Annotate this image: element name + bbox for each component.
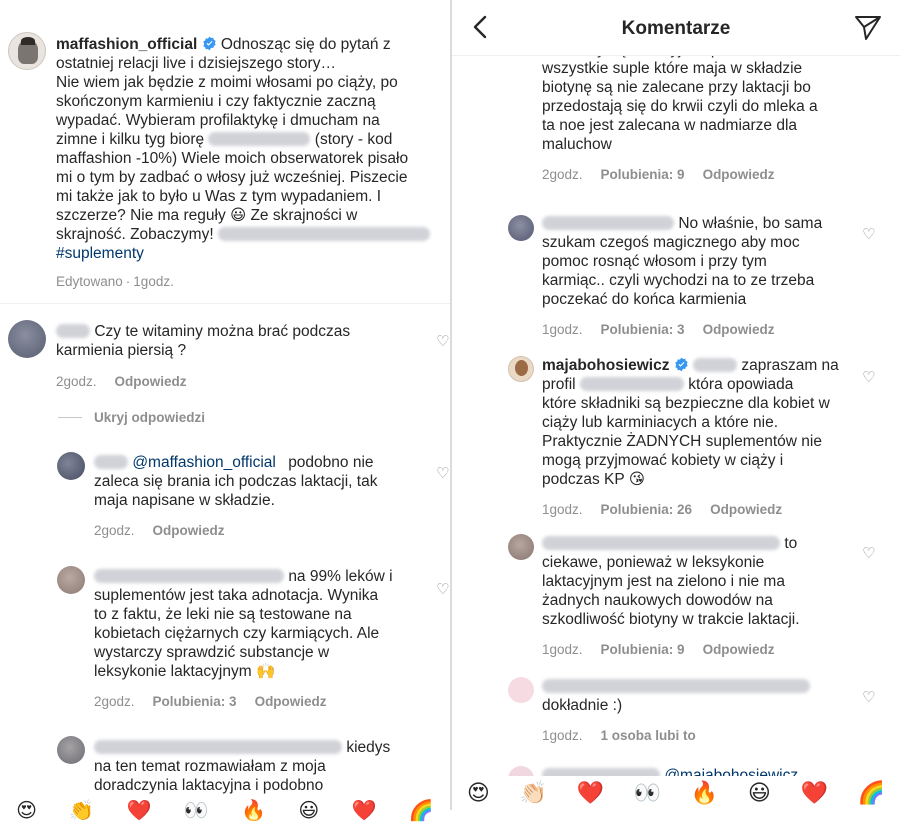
comment-text: to — [784, 535, 798, 552]
post-line: mi o tym by zadbać o włosy już wcześniej. Piszecie — [56, 169, 408, 186]
blurred-mention — [208, 132, 310, 146]
likes-count[interactable]: 1 osoba lubi to — [600, 728, 696, 743]
avatar[interactable] — [8, 32, 46, 70]
post-line: Nie wiem jak będzie z moimi włosami po ciąży, po — [56, 74, 398, 91]
emoji-heart-eyes[interactable]: 😍 — [466, 780, 490, 805]
verified-badge-icon — [202, 36, 217, 51]
comment-text: Czy te witaminy można brać podczas — [94, 323, 351, 340]
emoji-clap[interactable]: 👏🏻 — [519, 780, 547, 805]
comment-text: mogą przyjmować kobiety w ciąży i — [542, 452, 784, 469]
post-line: skończonym karmieniu i czy faktycznie zaczną — [56, 93, 376, 110]
post-line: maffashion -10%) Wiele moich obserwatorek pisało — [56, 150, 409, 167]
comment-time: 2godz. — [94, 694, 135, 709]
avatar[interactable] — [508, 356, 534, 382]
emoji-quick-bar — [452, 776, 900, 810]
reply-button[interactable]: Odpowiedz — [702, 322, 775, 337]
emoji-eyes[interactable]: 👀 — [633, 780, 662, 805]
comment-text: ciekawe, ponieważ w leksykonie — [542, 554, 765, 571]
emoji-heart[interactable]: ❤️ — [576, 780, 604, 805]
hashtag-link[interactable]: #suplementy — [56, 245, 144, 262]
meta-dot: · — [125, 274, 131, 289]
reply-button[interactable]: Odpowiedz — [702, 167, 775, 182]
post-line: mi także jak to było u Was z tym wypadaniem. I — [56, 188, 382, 205]
emoji-heart[interactable]: ❤️ — [351, 800, 377, 822]
post-time: 1godz. — [133, 274, 174, 289]
comment-text: zapraszam na — [741, 357, 839, 374]
avatar[interactable] — [508, 534, 534, 560]
reply-button[interactable]: Odpowiedz — [254, 694, 327, 709]
comment-text: dokładnie :) — [542, 697, 623, 714]
comment-text: No właśnie, bo sama — [678, 215, 823, 232]
avatar[interactable] — [57, 736, 85, 764]
header-title: Komentarze — [621, 18, 731, 39]
reply-button[interactable]: Odpowiedz — [152, 523, 225, 538]
comment-text: zaleca się brania ich podczas laktacji, tak — [94, 473, 378, 490]
post-line: ostatniej relacji live i dzisiejszego story… — [56, 55, 336, 72]
comment-text: poczekać do końca karmienia — [542, 291, 747, 308]
emoji-smile[interactable]: 😃 — [298, 800, 320, 822]
comment-text: na ten temat rozmawiałam z moja — [94, 758, 326, 775]
comment-text: wszystkie suple które maja w składzie — [542, 60, 803, 77]
post-line: (story - kod — [314, 131, 393, 148]
avatar[interactable] — [8, 320, 46, 358]
comment-time: 2godz. — [56, 374, 97, 389]
comment-time: 2godz. — [542, 167, 583, 182]
comment-text: szkodliwość biotyny w trakcie laktacji. — [542, 611, 800, 628]
hide-replies-button[interactable]: Ukryj odpowiedzi — [94, 410, 206, 425]
blurred-username — [94, 455, 128, 469]
comment-text: szukam czegoś magicznego aby moc — [542, 234, 800, 251]
comment-text: Praktycznie ŻADNYCH suplementów nie — [542, 433, 822, 450]
like-heart-icon[interactable]: ♡ — [862, 226, 876, 243]
blurred-username — [94, 569, 284, 583]
comment-text: podobno nie — [288, 454, 374, 471]
edited-label: Edytowano — [56, 274, 123, 289]
likes-count[interactable]: Polubienia: 9 — [600, 642, 685, 657]
blurred-username — [542, 679, 810, 693]
comment-text: maja napisane w składzie. — [94, 492, 275, 509]
reply-button[interactable]: Odpowiedz — [114, 374, 187, 389]
mention-link[interactable]: @maffashion_official — [132, 454, 276, 471]
left-comments-panel — [0, 0, 450, 822]
avatar[interactable] — [57, 566, 85, 594]
comment-text: wystarczy sprawdzić substancje w — [94, 644, 330, 661]
comment-text: ciąży lub karminiacych a które nie. — [542, 414, 779, 431]
likes-count[interactable]: Polubienia: 9 — [600, 167, 685, 182]
comment-text: które składniki są bezpieczne dla kobiet w — [542, 395, 830, 412]
comment-text: żadnych naukowych dowodów na — [542, 592, 773, 609]
right-comments-panel — [452, 0, 900, 810]
emoji-rainbow[interactable]: 🌈 — [857, 780, 886, 805]
blurred-username — [542, 536, 780, 550]
verified-badge-icon — [674, 357, 689, 372]
like-heart-icon[interactable]: ♡ — [436, 581, 450, 598]
comment-text: suplementów jest taka adnotacja. Wynika — [94, 587, 379, 604]
emoji-heart[interactable]: ❤️ — [126, 800, 152, 822]
comment-text: maluchow — [542, 136, 612, 153]
comment-text: kobietach ciężarnych czy karmiących. Ale — [94, 625, 380, 642]
post-line: wypadać. Wybieram profilaktykę i dmucham na — [56, 112, 380, 129]
post-line: Odnosząc się do pytań z — [220, 36, 391, 53]
comment-text: kiedys — [346, 739, 391, 756]
like-heart-icon[interactable]: ♡ — [436, 333, 450, 350]
likes-count[interactable]: Polubienia: 3 — [152, 694, 237, 709]
post-line: zimne i kilku tyg biorę — [56, 131, 205, 148]
comment-time: 1godz. — [542, 642, 583, 657]
emoji-rainbow[interactable]: 🌈 — [408, 800, 434, 822]
comment-text: profil — [542, 376, 576, 393]
blurred-username — [56, 324, 90, 338]
like-heart-icon[interactable]: ♡ — [436, 465, 450, 482]
comment-text: pomoc rosnąć włosom i przy tym — [542, 253, 767, 270]
emoji-smile[interactable]: 😃 — [747, 780, 771, 805]
avatar[interactable] — [508, 215, 534, 241]
comment-text: doradczynia laktacyjna i podobno — [94, 777, 324, 794]
emoji-fire[interactable]: 🔥 — [690, 780, 719, 805]
comment-text: laktacyjnym jest na zielono i nie ma — [542, 573, 785, 590]
comment-text: karmiąc.. czyli wychodzi na to ze trzeba — [542, 272, 815, 289]
emoji-heart[interactable]: ❤️ — [800, 780, 828, 805]
like-heart-icon[interactable]: ♡ — [862, 689, 876, 706]
emoji-clap[interactable]: 👏 — [69, 800, 95, 822]
comment-text: biotynę są nie zalecane przy laktacji bo — [542, 79, 811, 96]
comment-time: 2godz. — [94, 523, 135, 538]
post-line: szczerze? Nie ma reguły 😃 Ze skrajności w — [56, 207, 358, 224]
likes-count[interactable]: Polubienia: 26 — [600, 502, 693, 517]
comment-text: leksykonie laktacyjnym 🙌 — [94, 663, 276, 680]
likes-count[interactable]: Polubienia: 3 — [600, 322, 685, 337]
like-heart-icon[interactable]: ♡ — [862, 545, 876, 562]
comment-text: podczas KP 😘 — [542, 471, 645, 488]
comment-text: na 99% leków i — [288, 568, 393, 585]
comment-text: przedostają się do krwii czyli do mleka a — [542, 98, 818, 115]
comments-header — [452, 0, 900, 56]
blurred-mention — [693, 358, 737, 372]
comment-text: która opowiada — [688, 376, 794, 393]
blurred-mention — [218, 227, 430, 241]
blurred-username — [542, 216, 674, 230]
comment-username[interactable]: majabohosiewicz — [542, 357, 670, 374]
caption-divider — [0, 303, 450, 304]
comment-time: 1godz. — [542, 502, 583, 517]
reply-button[interactable]: Odpowiedz — [710, 502, 783, 517]
comment-text: to z faktu, że leki nie są testowane na — [94, 606, 352, 623]
comment-text: karmienia piersią ? — [56, 342, 187, 359]
emoji-heart-eyes[interactable]: 😍 — [16, 800, 38, 822]
post-line: skrajność. Zobaczymy! — [56, 226, 214, 243]
avatar[interactable] — [57, 452, 85, 480]
post-username[interactable]: maffashion_official — [56, 36, 198, 53]
emoji-fire[interactable]: 🔥 — [241, 800, 267, 822]
emoji-quick-bar — [0, 796, 450, 822]
comment-time: 1godz. — [542, 322, 583, 337]
comment-text: ta noe jest zalecana w nadmiarze dla — [542, 117, 798, 134]
reply-button[interactable]: Odpowiedz — [702, 642, 775, 657]
hide-replies-line — [58, 417, 82, 418]
comment-time: 1godz. — [542, 728, 583, 743]
like-heart-icon[interactable]: ♡ — [862, 369, 876, 386]
blurred-username — [94, 740, 342, 754]
blurred-mention — [580, 377, 684, 391]
emoji-eyes[interactable]: 👀 — [183, 800, 209, 822]
send-direct-icon[interactable] — [854, 14, 882, 42]
avatar[interactable] — [508, 677, 534, 703]
